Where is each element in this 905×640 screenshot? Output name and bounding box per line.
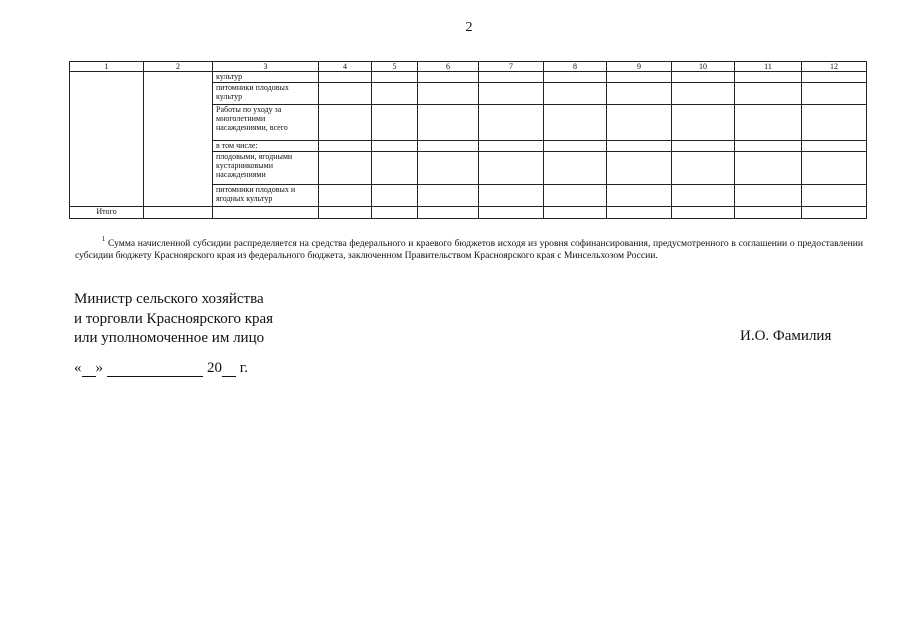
open-quote: « (74, 360, 82, 376)
signatory-title-line: или уполномоченное им лицо (74, 330, 265, 346)
row-label: питомники плодовых культур (213, 83, 319, 105)
column-header: 1 (70, 62, 144, 72)
column-header: 11 (735, 62, 802, 72)
date-line (74, 360, 248, 377)
column-header: 9 (607, 62, 672, 72)
row-label: в том числе: (213, 141, 319, 152)
table-cell (144, 72, 213, 207)
signatory-title-line: и торговли Красноярского края (74, 310, 274, 327)
column-header: 4 (319, 62, 372, 72)
row-label: плодовыми, ягодными кустарниковыми насаждениями (213, 152, 319, 185)
column-header: 12 (802, 62, 867, 72)
footnote-text: Сумма начисленной субсидии распределяется на средства федерального и краевого бюджетов исходя из уровня софинансирования, предусмотренного в соглашении о предоставлении субсидии бюджету Красноярского края из федерального бюджета, заключенном Правительством Красноярского края с Минсельхозом России. (75, 238, 863, 262)
column-header: 10 (672, 62, 735, 72)
column-header: 8 (544, 62, 607, 72)
column-header: 2 (144, 62, 213, 72)
footnote-marker: 1 (101, 235, 106, 243)
page-number: 2 (465, 20, 473, 35)
year-blank[interactable] (222, 363, 236, 377)
table-total-row (70, 207, 867, 219)
column-header: 3 (213, 62, 319, 72)
table-cell (70, 72, 144, 207)
row-label: Работы по уходу за многолетними насаждениями, всего (213, 105, 319, 141)
signatory-title-line: Министр сельского хозяйства (74, 291, 264, 307)
year-suffix: г. (236, 360, 248, 376)
column-header: 6 (418, 62, 479, 72)
table-row (70, 72, 867, 83)
row-label: культур (213, 72, 319, 83)
day-blank[interactable] (82, 363, 96, 377)
row-label: питомники плодовых и ягодных культур (213, 185, 319, 207)
table-header-row (70, 62, 867, 72)
month-blank[interactable] (107, 363, 203, 377)
column-header: 5 (372, 62, 418, 72)
total-label: Итого (70, 207, 144, 219)
signatory-block (74, 290, 273, 349)
footnote (75, 234, 863, 262)
signatory-name: И.О. Фамилия (740, 328, 832, 344)
close-quote: » (95, 360, 103, 376)
year-prefix: 20 (207, 360, 222, 376)
column-header: 7 (479, 62, 544, 72)
subsidy-table (69, 61, 867, 219)
